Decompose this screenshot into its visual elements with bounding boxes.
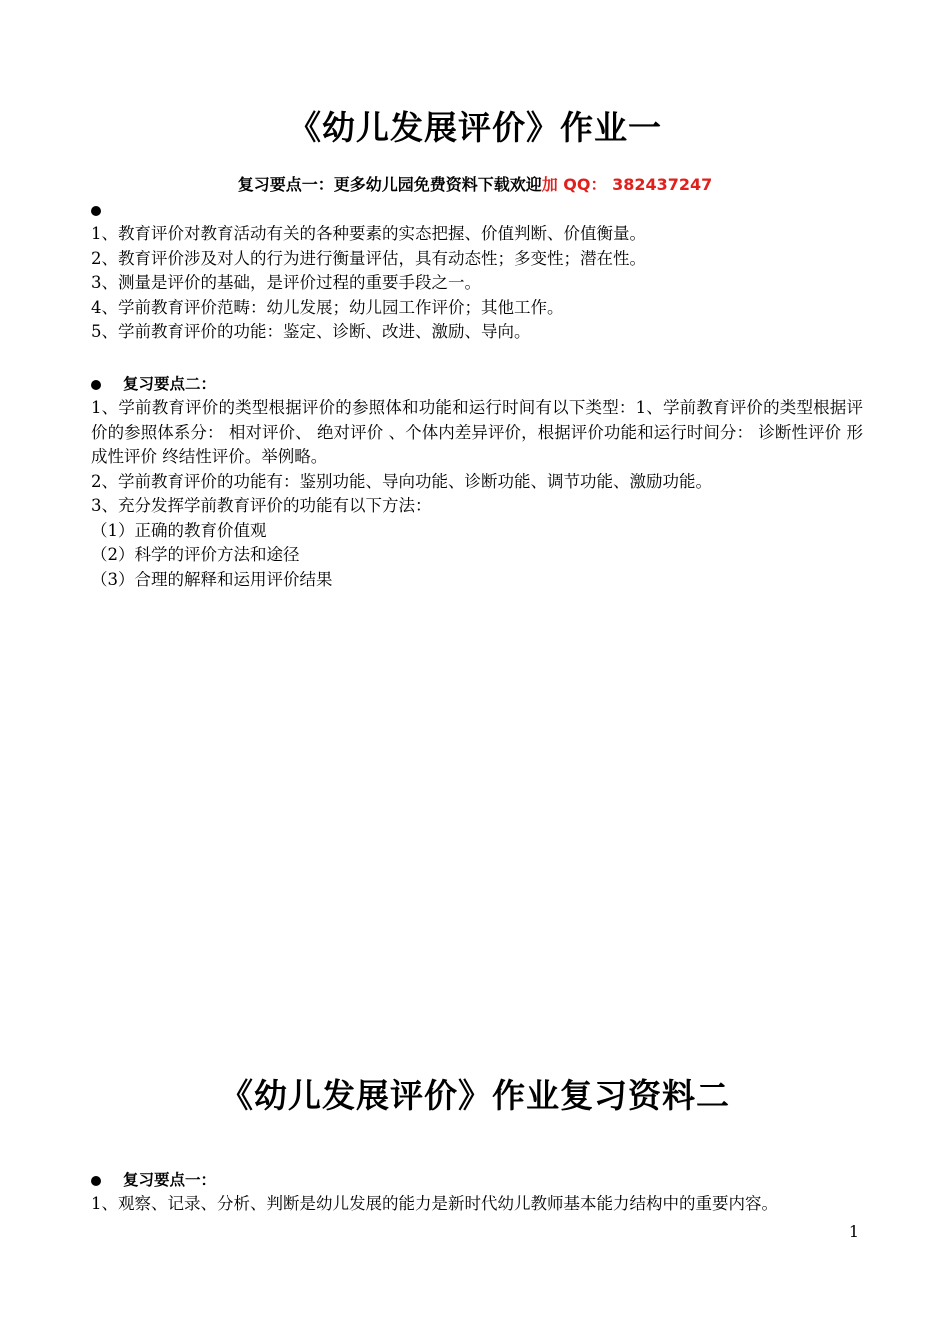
list-item: 2、学前教育评价的功能有：鉴别功能、导向功能、诊断功能、调节功能、激励功能。 [91,471,712,491]
point2-paragraph: 1、学前教育评价的类型根据评价的参照体和功能和运行时间有以下类型：1、学前教育评价的类型根据评价的参照体系分： 相对评价、 绝对评价 、个体内差异评价，根据评价功能和运行时间分： 诊断性评价 形成性评价 终结性评价。举例略。 [91,398,863,466]
bullet-icon [91,206,101,216]
section1-subhead [0,172,950,195]
point2-label: 复习要点二： [123,375,217,393]
list-item: 1、教育评价对教育活动有关的各种要素的实态把握、价值判断、价值衡量。 [91,224,646,243]
section1-point2 [91,372,863,592]
section1-point1-list [91,198,863,345]
subhead-text: 复习要点一：更多幼儿园免费资料下载欢迎 [237,175,542,194]
bullet-row [91,198,863,222]
list-item: 2、教育评价涉及对人的行为进行衡量评估，具有动态性；多变性；潜在性。 [91,248,646,268]
bullet-heading [91,372,863,396]
list-item: （2）科学的评价方法和途径 [91,545,300,564]
subhead-qq-contact: 加 QQ： 382437247 [541,175,713,194]
list-item: 5、学前教育评价的功能：鉴定、诊断、改进、激励、导向。 [91,322,531,341]
bullet-icon [91,1176,101,1186]
list-item: 1、观察、记录、分析、判断是幼儿发展的能力是新时代幼儿教师基本能力结构中的重要内容。 [91,1194,778,1213]
page-number: 1 [848,1222,859,1241]
section1-title: 《幼儿发展评价》作业一 [288,108,662,147]
bullet-icon [91,380,101,390]
bullet-heading [91,1168,863,1192]
list-item: 3、测量是评价的基础，是评价过程的重要手段之一。 [91,273,481,292]
section2-point1-label: 复习要点一： [123,1171,217,1189]
list-item: （3）合理的解释和运用评价结果 [91,569,333,589]
list-item: （1）正确的教育价值观 [91,520,267,540]
section2-point1 [91,1168,863,1217]
list-item: 4、学前教育评价范畴：幼儿发展；幼儿园工作评价；其他工作。 [91,297,564,317]
section2-title: 《幼儿发展评价》作业复习资料二 [220,1076,730,1115]
list-item: 3、充分发挥学前教育评价的功能有以下方法： [91,496,432,515]
